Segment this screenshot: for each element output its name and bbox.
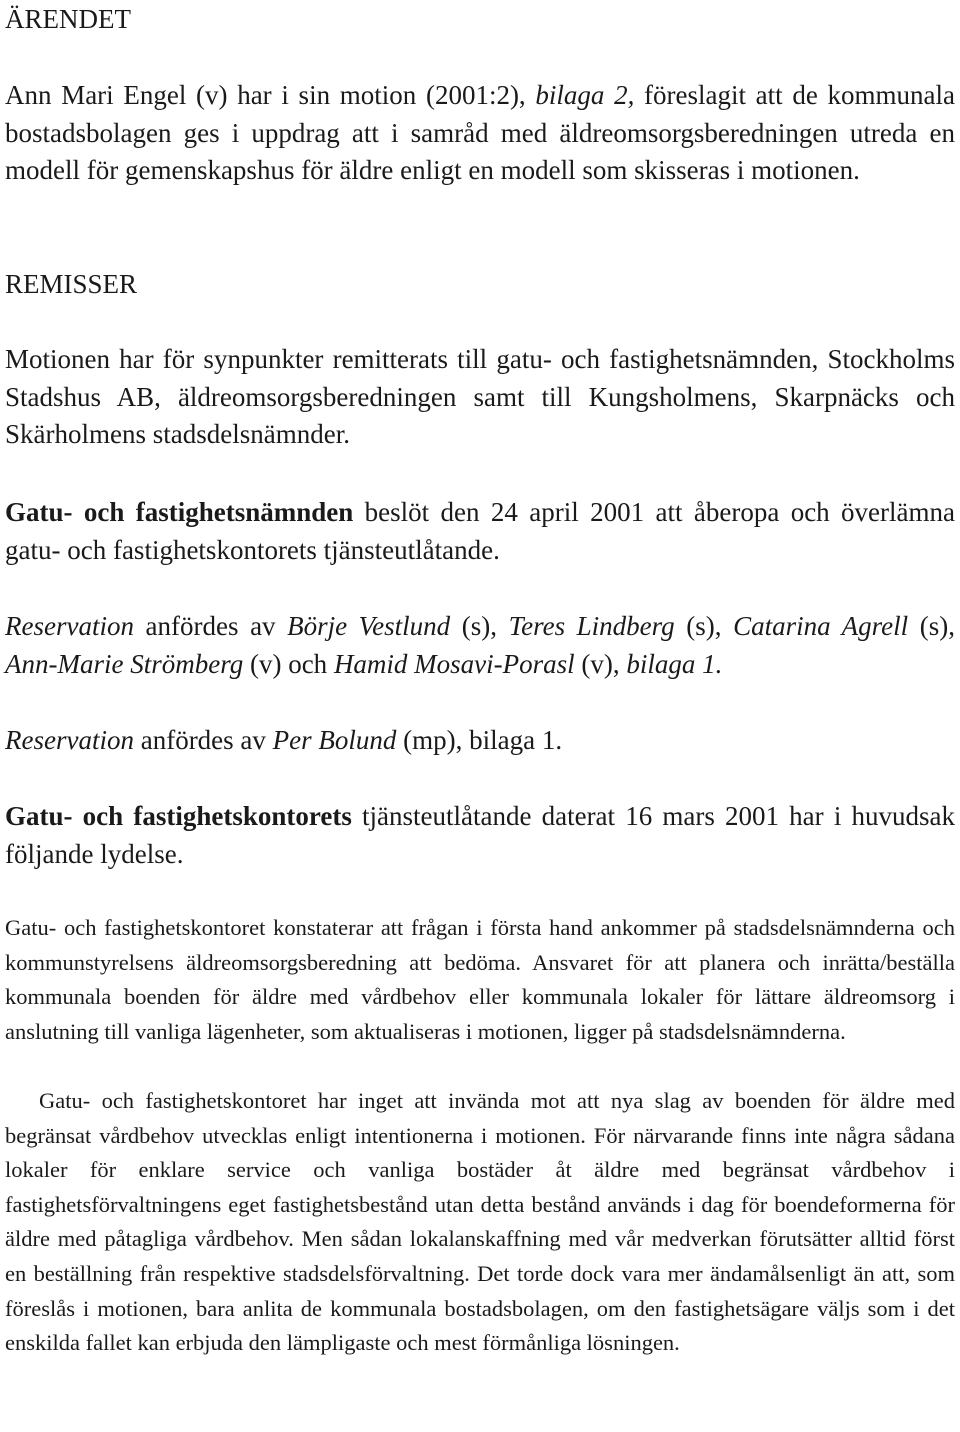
person-name: Per Bolund [272,725,397,755]
person-name: Ann-Marie Strömberg [5,648,244,679]
motion-bilaga-ref: bilaga 2, [535,80,635,110]
kontor-text: tjänsteutlåtande daterat 16 mars 2001 har i huvudsak följande lydelse. [5,801,955,869]
quoted-paragraph-1: Gatu- och fastighetskontoret konstaterar att frågan i första hand ankommer på stadsdelsnämnderna och kommunstyrelsens äldreomsorgsberedning att bedöma. Ansvaret för att planera och inrätta/beställa kommunala boenden för äldre med vårdbehov eller kommunala lokaler för lättare äldreomsorg i anslutning till vanliga lägenheter, som aktualiseras i motionen, ligger på stadsdelsnämnderna. [5,915,955,1044]
party-text: (s), [450,611,509,641]
kontor-name: Gatu- och fastighetskontorets [5,801,352,831]
reservation-label: Reservation [5,725,134,755]
paragraph-reservation-1 [5,608,955,683]
reservation-text: anfördes av [133,725,273,755]
party-text: (v) och [243,648,334,679]
person-name: Catarina Agrell [733,611,909,641]
quoted-paragraph-2: Gatu- och fastighetskontoret har inget att invända mot att nya slag av boenden för äldre med begränsat vårdbehov utvecklas enligt intentionerna i motionen. För närvarande finns inte några sådana lokaler för enklare service och vanliga bostäder åt äldre med begränsat vårdbehov i fastighetsförvaltningens eget fastighetsbestånd utan detta bestånd används i dag för boendeformerna för äldre med påtagliga vårdbehov. Men sådan lokalanskaffning med vår medverkan förutsätter alltid först en beställning från respektive stadsdelsförvaltning. Det torde dock vara mer ändamålsenligt än att, som föreslås i motionen, bara anlita de kommunala bostadsbolagen, om den fastighetsägare väljs som i det enskilda fallet kan erbjuda den lämpligaste och mest förmånliga lösningen. [5,1088,955,1356]
motion-text-start: Ann Mari Engel (v) har i sin motion (2001:2), [5,80,536,110]
paragraph-motion [5,77,955,190]
bilaga-ref: bilaga 1. [626,648,723,679]
paragraph-kontor-utlatande [5,798,955,873]
person-name: Hamid Mosavi-Porasl [333,648,575,679]
namnd-name: Gatu- och fastighetsnämnden [5,497,354,527]
party-text: (mp), bilaga 1. [396,725,563,755]
person-name: Börje Vestlund [287,611,451,641]
reservation-text: anfördes av [133,611,288,641]
paragraph-reservation-2 [5,722,955,760]
reservation-label: Reservation [5,611,134,641]
paragraph-remitterats: Motionen har för synpunkter remitterats till gatu- och fastighetsnämnden, Stockholms Stadshus AB, äldreomsorgsberedningen samt till Kungsholmens, Skarpnäcks och Skärholmens stadsdelsnämnder. [5,344,955,449]
party-text: (v), [574,648,627,679]
motion-text-end: föreslagit att de kommunala bostadsbolagen ges i uppdrag att i samråd med äldreomsorgsberedningen utreda en modell för gemenskapshus för äldre enligt en modell som skisseras i motionen. [5,80,955,185]
namnd-decision-text: beslöt den 24 april 2001 att åberopa och överlämna gatu- och fastighetskontorets tjänsteutlåtande. [5,497,956,565]
party-text: (s), [674,611,734,641]
paragraph-namnd-beslut [5,494,955,569]
party-text: (s), [908,611,955,641]
section-heading-remisser: REMISSER [5,269,138,299]
person-name: Teres Lindberg [508,611,675,641]
section-heading-arendet: ÄRENDET [5,4,131,34]
